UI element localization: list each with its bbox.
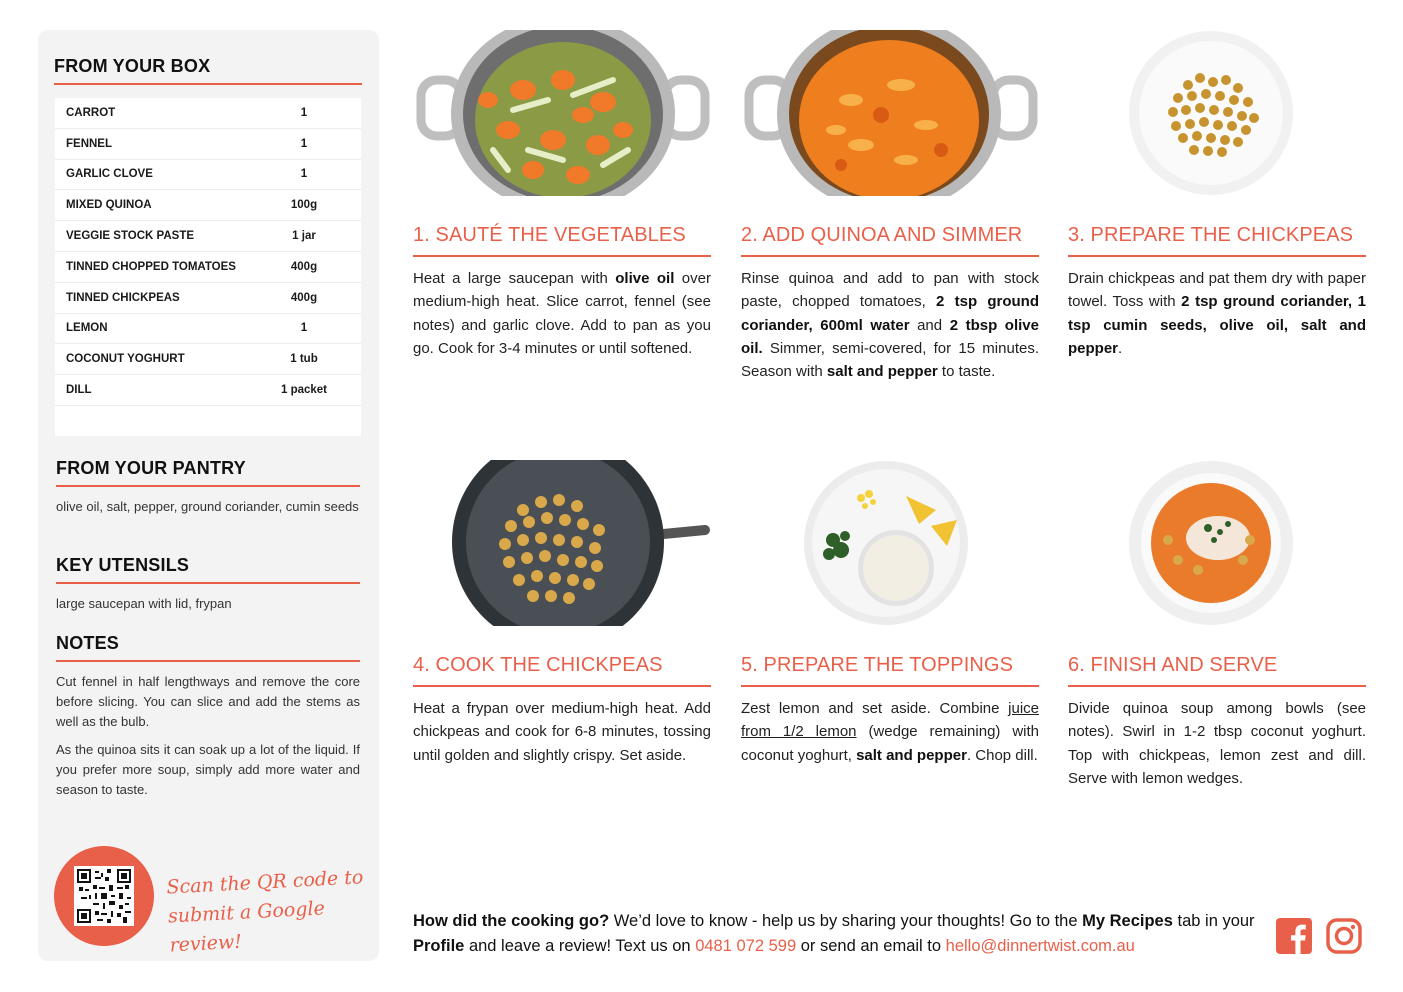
footer-bold: My Recipes [1082,912,1173,930]
step-4-photo [413,460,711,626]
instagram-icon[interactable] [1326,918,1362,954]
from-your-box-section [54,56,362,85]
step-5-title [741,654,1039,687]
step-3-photo [1068,30,1366,196]
step-text-part: and [909,316,950,334]
ingredient-row [55,221,361,252]
step-text-part: over medium-high heat. Slice carrot, fennel (see notes) and garlic clove. Add to pan as you go. Cook for 3-4 minutes or until softened. [413,270,711,357]
step-divider [741,685,1039,687]
footer-text: We’d love to know - help us by sharing your thoughts! Go to the [609,912,1083,930]
ingredient-qty: 1 [300,168,308,181]
ingredient-row [55,190,361,221]
ingredient-qty: 1 jar [292,230,316,243]
ingredient-name: LEMON [66,322,108,335]
step-2-photo [741,30,1039,196]
step-text-part: . Chop dill. [966,746,1038,764]
ingredient-row [55,283,361,314]
step-divider [413,685,711,687]
ingredient-qty: 400g [290,291,318,304]
feedback-footer [413,909,1263,959]
ingredient-name: COCONUT YOGHURT [66,353,185,366]
ingredient-row [55,375,361,406]
step-title-text: 1. SAUTÉ THE VEGETABLES [413,224,686,246]
step-text-part: Zest lemon and set aside. Combine [741,700,1009,717]
step-divider [741,255,1039,257]
step-text-underlined: juice from 1/2 lemon [741,700,1039,741]
utensils-section [56,555,360,614]
pantry-title: FROM YOUR PANTRY [56,458,246,478]
footer-text: tab in your [1172,912,1255,930]
ingredient-name: VEGGIE STOCK PASTE [66,230,195,243]
ingredient-row [55,314,361,345]
ingredient-row [55,344,361,375]
qr-text-line: submit a Google review! [167,897,326,957]
step-4-text [413,697,711,767]
qr-review-prompt [166,863,381,961]
step-title-text: 2. ADD QUINOA AND SIMMER [741,224,1023,246]
ingredient-qty: 100g [290,199,318,212]
footer-question: How did the cooking go? [413,912,610,930]
step-5-text [741,697,1039,767]
step-text-part: . [1118,339,1123,357]
notes-paragraph: Cut fennel in half lengthways and remove the core before slicing. You can slice and add the stems as well as the bulb. [56,674,360,729]
qr-code-icon [74,866,134,926]
step-text-bold: 2 tbsp olive oil. [741,316,1039,357]
ingredient-name: MIXED QUINOA [66,199,152,212]
pantry-section [56,458,360,517]
step-text-part: Simmer, semi-covered, for 15 minutes. Season with [741,339,1039,381]
ingredient-row [55,98,361,129]
step-text-part: Divide quinoa soup among bowls (see notes). Swirl in 1-2 tbsp coconut yoghurt. Top with chickpeas, lemon zest and dill. Serve with lemon wedges. [1068,700,1366,787]
notes-paragraph: As the quinoa sits it can soak up a lot of the liquid. If you prefer more soup, simply add more water and season to taste. [56,742,360,797]
step-3-text [1068,267,1366,360]
step-1-title [413,224,711,257]
section-divider [56,582,360,584]
step-text-part: Drain chickpeas and pat them dry with paper towel. Toss with [1068,270,1366,311]
step-title-text: 4. COOK THE CHICKPEAS [413,654,663,676]
step-title-text: 3. PREPARE THE CHICKPEAS [1068,224,1354,246]
pantry-text: olive oil, salt, pepper, ground coriander, cumin seeds [56,499,359,514]
step-text-part: Heat a frypan over medium-high heat. Add chickpeas and cook for 6-8 minutes, tossing until golden and slightly crispy. Set aside. [413,700,711,764]
step-1-photo [413,30,711,196]
ingredient-qty: 1 [300,137,308,150]
ingredient-qty: 400g [290,260,318,273]
ingredient-name: DILL [66,384,92,397]
step-3-title [1068,224,1366,257]
section-divider [54,83,362,85]
ingredient-qty: 1 packet [280,384,328,397]
section-divider [56,485,360,487]
sidebar-panel [38,30,379,961]
step-text-bold: 2 tsp ground coriander, 1 tsp cumin seeds, olive oil, salt and pepper [1068,293,1367,357]
section-divider [56,660,360,662]
step-text-bold: salt and pepper [826,363,938,381]
step-text-part: Heat a large saucepan with [413,270,616,287]
ingredient-qty: 1 [300,106,308,119]
step-2-title [741,224,1039,257]
notes-title: NOTES [56,633,120,653]
step-1-text [413,267,711,360]
email-link[interactable]: hello@dinnertwist.com.au [945,937,1135,955]
step-title-text: 5. PREPARE THE TOPPINGS [741,654,1014,676]
ingredient-row [55,252,361,283]
ingredient-name: FENNEL [66,137,112,150]
footer-text: or send an email to [796,937,946,955]
step-divider [413,255,711,257]
step-6-photo [1068,460,1366,626]
step-text-bold: 2 tsp ground coriander, 600ml water [741,293,1039,334]
step-text-part: to taste. [937,363,996,381]
ingredient-qty: 1 tub [290,353,318,366]
step-text-bold: olive oil [615,270,675,287]
ingredient-name: TINNED CHICKPEAS [66,291,180,304]
step-6-text [1068,697,1366,790]
qr-code-badge[interactable] [54,846,154,946]
step-text-part: Rinse quinoa and add to pan with stock paste, chopped tomatoes, [741,270,1039,311]
step-title-text: 6. FINISH AND SERVE [1068,654,1278,676]
from-your-box-title: FROM YOUR BOX [54,56,211,76]
ingredients-table [55,98,361,436]
step-text-part: (wedge remaining) with coconut yoghurt, [741,723,1039,764]
utensils-text: large saucepan with lid, frypan [56,596,232,611]
step-divider [1068,255,1366,257]
ingredient-name: GARLIC CLOVE [66,168,153,181]
phone-link[interactable]: 0481 072 599 [695,937,797,955]
notes-section [56,633,360,800]
ingredient-name: CARROT [66,106,116,119]
footer-bold: Profile [413,937,465,955]
step-divider [1068,685,1366,687]
step-5-photo [741,460,1039,626]
facebook-icon[interactable] [1276,918,1312,954]
step-2-text [741,267,1039,383]
ingredient-row [55,129,361,160]
qr-text-line: Scan the QR code to [166,866,364,899]
ingredient-qty: 1 [300,322,308,335]
step-text-bold: salt and pepper [856,746,967,764]
utensils-title: KEY UTENSILS [56,555,190,575]
ingredient-row [55,160,361,191]
footer-text: and leave a review! Text us on [464,937,696,955]
step-6-title [1068,654,1366,687]
step-4-title [413,654,711,687]
ingredient-name: TINNED CHOPPED TOMATOES [66,260,236,273]
